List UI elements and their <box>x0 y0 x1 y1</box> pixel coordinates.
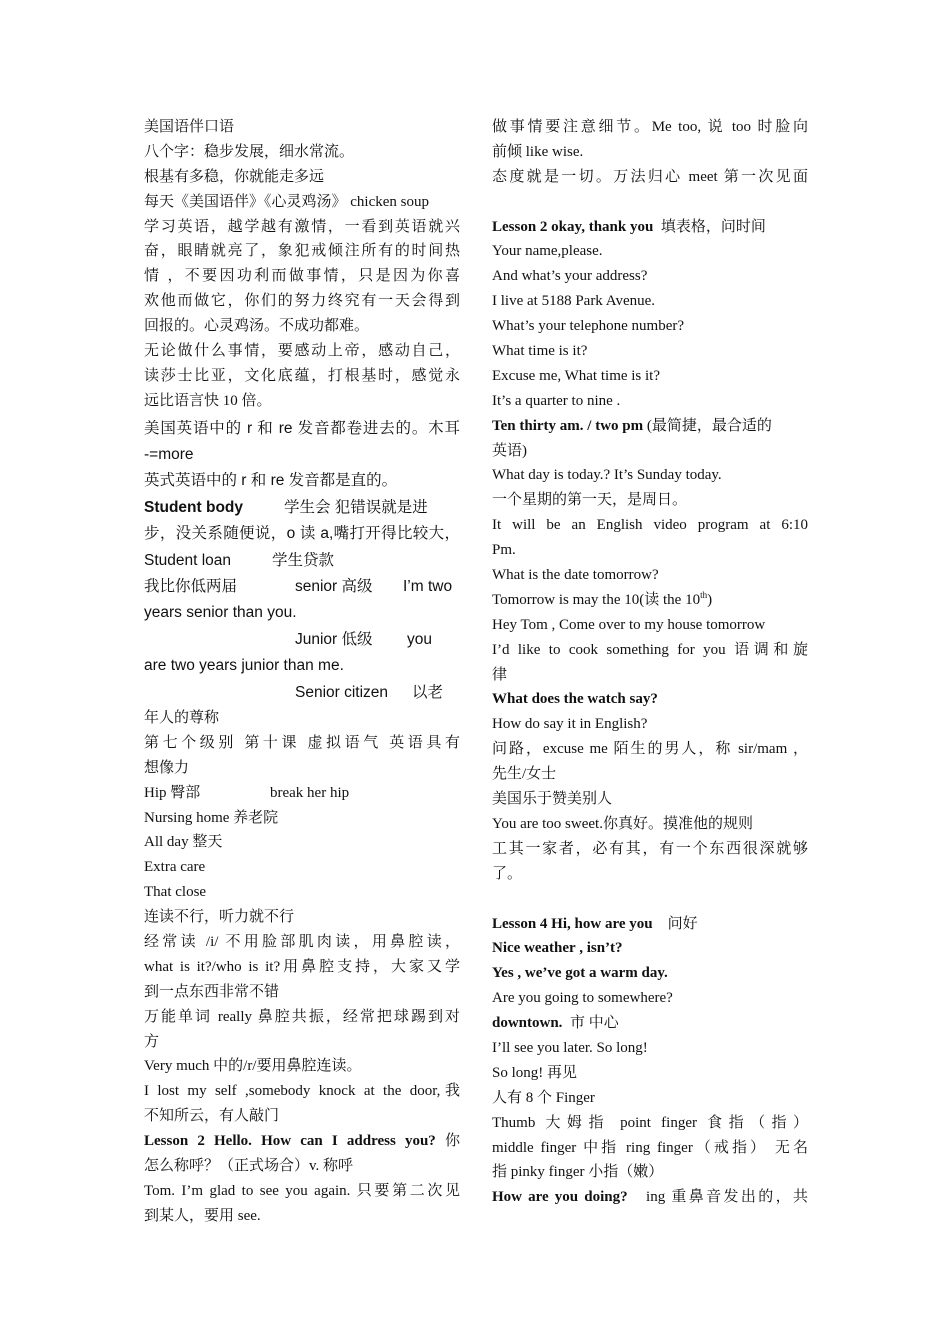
text-fragment: 问好 <box>667 915 698 932</box>
doc-title: 美国语伴口语 <box>144 119 235 135</box>
text-line: Excuse me, What time is it? <box>492 367 661 384</box>
lesson-heading: Lesson 2 okay, thank you <box>492 218 654 235</box>
text-line <box>492 912 808 937</box>
text-line: 做事情要注意细节。Me too, 说 too 时脸向 <box>492 119 808 135</box>
text-line <box>144 627 460 653</box>
text-line: 年人的尊称 <box>144 709 220 726</box>
text-line: It’s a quarter to nine . <box>492 392 621 409</box>
text-line <box>144 781 460 806</box>
text-line: All day 整天 <box>144 834 223 851</box>
bold-phrase: What does the watch say? <box>492 691 658 708</box>
text-line: Your name,please. <box>492 243 603 260</box>
ordinal-suffix: th <box>700 589 708 600</box>
text-line <box>492 1011 808 1036</box>
text-fragment: you <box>407 630 432 648</box>
text-line: 工其一家者，必有其，有一个东西很深就够 <box>492 840 808 857</box>
text-line: 读莎士比亚，文化底蕴，打根基时，感觉永 <box>144 367 460 384</box>
term-student-body: Student body <box>144 498 244 516</box>
text-line: 八个字：稳步发展，细水常流。 <box>144 143 355 160</box>
text-line <box>144 495 460 521</box>
text-line: Tom. I’m glad to see you again. 只要第二次见 <box>144 1182 460 1199</box>
text-line: years senior than you. <box>144 604 297 622</box>
text-fragment: ) <box>707 591 713 608</box>
lesson-heading: Lesson 4 Hi, how are you <box>492 915 653 932</box>
text-line: 问路，excuse me 陌生的男人，称 sir/mam ， <box>492 741 808 758</box>
text-line: -=more <box>144 446 194 464</box>
text-fragment: 以老 <box>412 683 444 701</box>
bold-phrase: Ten thirty am. / two pm <box>492 417 644 434</box>
text-line: 律 <box>492 666 508 683</box>
text-line: Nursing home 养老院 <box>144 809 279 826</box>
right-column <box>492 115 808 1210</box>
bold-phrase: downtown. <box>492 1015 563 1032</box>
text-line: 远比语言快 10 倍。 <box>144 392 272 409</box>
text-line: 了。 <box>492 865 523 882</box>
term-senior: senior 高级 <box>295 578 373 596</box>
text-line <box>492 1185 808 1210</box>
text-line <box>144 680 460 706</box>
text-line: 先生/女士 <box>492 766 557 783</box>
text-line: 第七个级别 第十课 虚拟语气 英语具有 <box>144 734 460 751</box>
text-line: 到某人，要用 see. <box>144 1207 261 1224</box>
text-line: Thumb 大姆指 point finger 食指（指） <box>492 1114 808 1131</box>
text-line: 怎么称呼？（正式场合）v. 称呼 <box>144 1158 354 1175</box>
text-fragment: 填表格，问时间 <box>660 218 766 235</box>
text-line: 欢他而做它，你们的努力终究有一天会得到 <box>144 293 460 310</box>
text-fragment: ing 重鼻音发出的，共 <box>646 1189 808 1206</box>
text-line: 英式英语中的 r 和 re 发音都是直的。 <box>144 472 398 490</box>
text-line: So long! 再见 <box>492 1064 578 1081</box>
text-line: 前倾 like wise. <box>492 143 584 160</box>
text-line: 英语) <box>492 442 527 459</box>
text-line: Hey Tom , Come over to my house tomorrow <box>492 616 766 633</box>
text-line: It will be an English video program at 6:10 <box>492 517 808 534</box>
text-line: 奋，眼睛就亮了，象犯戒倾注所有的时间热 <box>144 243 460 260</box>
left-column <box>144 115 460 1229</box>
text-line <box>144 548 460 574</box>
text-fragment: 你 <box>444 1133 460 1150</box>
text-line: what is it?/who is it?用鼻腔支持，大家又学 <box>144 958 460 975</box>
text-line: You are too sweet.你真好。摸准他的规则 <box>492 815 753 832</box>
text-line: 想像力 <box>144 759 190 776</box>
text-line: I lost my self ,somebody knock at the door,我 <box>144 1083 460 1100</box>
text-line: 每天《美国语伴》《心灵鸡汤》 chicken soup <box>144 193 429 210</box>
text-line: 连读不行，听力就不行 <box>144 909 295 926</box>
text-line: 步，没关系随便说，o 读 a,嘴打开得比较大， <box>144 525 460 543</box>
text-fragment: break her hip <box>270 784 350 801</box>
text-line: What is the date tomorrow? <box>492 567 659 584</box>
text-line: 人有 8 个 Finger <box>492 1089 595 1106</box>
text-line <box>144 574 460 600</box>
text-line: Very much 中的/r/要用鼻腔连读。 <box>144 1058 362 1075</box>
text-line: 到一点东西非常不错 <box>144 983 280 1000</box>
text-line: 无论做什么事情，要感动上帝，感动自己， <box>144 343 460 360</box>
text-line: That close <box>144 884 207 901</box>
term-definition: 学生贷款 <box>272 551 335 569</box>
text-line <box>144 1129 460 1154</box>
text-line: I’ll see you later. So long! <box>492 1039 648 1056</box>
text-line: Pm. <box>492 542 516 559</box>
text-line: 不知所云，有人敲门 <box>144 1108 280 1125</box>
term-junior: Junior 低级 <box>295 630 373 648</box>
lesson-heading: Lesson 2 Hello. How can I address you? <box>144 1133 436 1150</box>
text-line <box>492 414 808 439</box>
text-line: What’s your telephone number? <box>492 318 685 335</box>
text-line: 指 pinky finger 小指（嫩） <box>492 1164 664 1181</box>
text-line: I live at 5188 Park Avenue. <box>492 293 656 310</box>
text-line: 态度就是一切。万法归心 meet 第一次见面 <box>492 168 808 185</box>
text-line: 学习英语，越学越有激情，一看到英语就兴 <box>144 218 460 235</box>
text-line: middle finger 中指 ring finger（戒指） 无名 <box>492 1139 808 1156</box>
text-line: Extra care <box>144 859 206 876</box>
text-fragment: I’m two <box>403 578 453 596</box>
text-line: 万能单词 really 鼻腔共振，经常把球踢到对 <box>144 1008 460 1025</box>
term-student-loan: Student loan <box>144 551 232 569</box>
text-line <box>492 215 808 240</box>
text-line: 美国英语中的 r 和 re 发音都卷进去的。木耳 <box>144 419 460 437</box>
term-hip: Hip 臀部 <box>144 784 201 801</box>
text-line: I’d like to cook something for you 语调和旋 <box>492 641 808 658</box>
text-fragment: Tomorrow is may the 10(读 the 10 <box>492 591 701 608</box>
text-line: 情 ，不要因功利而做事情，只是因为你喜 <box>144 268 460 285</box>
text-line: How do say it in English? <box>492 716 648 733</box>
text-line: are two years junior than me. <box>144 657 344 675</box>
term-senior-citizen: Senior citizen <box>295 683 389 701</box>
term-definition: 学生会 犯错误就是进 <box>284 498 428 516</box>
text-line: 经常读 /i/ 不用脸部肌肉读，用鼻腔读， <box>144 934 460 950</box>
text-line: 一个星期的第一天，是周日。 <box>492 492 688 509</box>
bold-phrase: Nice weather , isn’t? <box>492 940 623 957</box>
text-fragment: 市 中心 <box>569 1015 619 1032</box>
text-line: 根基有多稳，你就能走多远 <box>144 168 325 185</box>
text-line: 美国乐于赞美别人 <box>492 791 613 808</box>
text-line: And what’s your address? <box>492 268 648 285</box>
text-line <box>492 588 808 613</box>
text-fragment: 我比你低两届 <box>144 578 238 596</box>
text-line: 回报的。心灵鸡汤。不成功都难。 <box>144 318 370 335</box>
text-line: Are you going to somewhere? <box>492 990 673 1007</box>
bold-phrase: How are you doing? <box>492 1189 628 1206</box>
text-line: What day is today.? It’s Sunday today. <box>492 467 722 484</box>
bold-phrase: Yes , we’ve got a warm day. <box>492 965 668 982</box>
text-line: What time is it? <box>492 343 588 360</box>
text-fragment: (最简捷，最合适的 <box>646 417 772 434</box>
text-line: 方 <box>144 1033 160 1050</box>
